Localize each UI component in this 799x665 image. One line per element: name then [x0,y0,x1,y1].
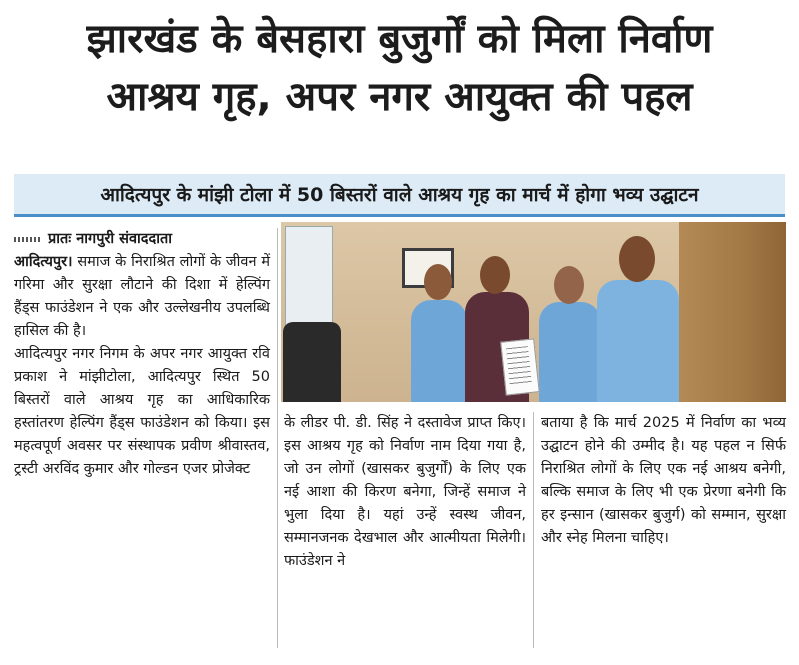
byline: प्रातः नागपुरी संवाददाता [14,228,270,251]
headline-line-2: आश्रय गृह, अपर नगर आयुक्त की पहल [106,74,693,120]
column-divider [277,228,278,648]
document-icon [500,338,539,395]
column1-para-1 [14,251,270,343]
column-divider [533,412,534,648]
article-column-3: बताया है कि मार्च 2025 में निर्वाण का भव्य उद्घाटन होने की उम्मीद है। यह पहल न सिर्फ निराश्रित लोगों के लिए एक नई आश्रय बनेगी, बल्कि समाज के लिए भी एक प्रेरणा बनेगी कि हर इन्सान (खासकर बुजुर्ग) को सम्मान, सुरक्षा और स्नेह मिलना चाहिए। [541,415,786,546]
column1-text-1: समाज के निराश्रित लोगों के जीवन में गरिमा और सुरक्षा लौटाने की दिशा में हेल्पिंग हैंड्स फाउंडेशन ने एक और उल्लेखनीय उपलब्धि हासिल की है। [14,254,270,339]
article-column-2: के लीडर पी. डी. सिंह ने दस्तावेज प्राप्त किए। इस आश्रय गृह को निर्वाण नाम दिया गया है, जो उन लोगों (खासकर बुजुर्गों) के लिए एक नई आशा की किरण बनेगा, जिन्हें समाज ने भुला दिया है। यहां उन्हें स्वस्थ जीवन, सम्मानजनक देखभाल और आत्मीयता मिलेगी। फाउंडेशन ने [284,415,526,569]
column1-para-2: आदित्यपुर नगर निगम के अपर नगर आयुक्त रवि प्रकाश ने मांझीटोला, आदित्यपुर स्थित 50 बिस्तरों वाले आश्रय गृह का आधिकारिक हस्तांतरण हेल्पिंग हैंड्स फाउंडेशन को किया। इस महत्वपूर्ण अवसर पर संस्थापक प्रवीण श्रीवास्तव, ट्रस्टी अरविंद कुमार और गोल्डन एजर प्रोजेक्ट [14,346,270,477]
article-column-1 [14,228,270,481]
dateline: आदित्यपुर। [14,254,73,270]
headline [0,10,799,126]
headline-line-1: झारखंड के बेसहारा बुजुर्गों को मिला निर्वाण [86,16,713,62]
subheadline-banner [14,174,785,217]
news-photo [281,222,786,402]
photo-door [679,222,786,402]
photo-chair [283,322,341,402]
subheadline-text: आदित्यपुर के मांझी टोला में 50 बिस्तरों वाले आश्रय गृह का मार्च में होगा भव्य उद्घाटन [100,184,699,206]
